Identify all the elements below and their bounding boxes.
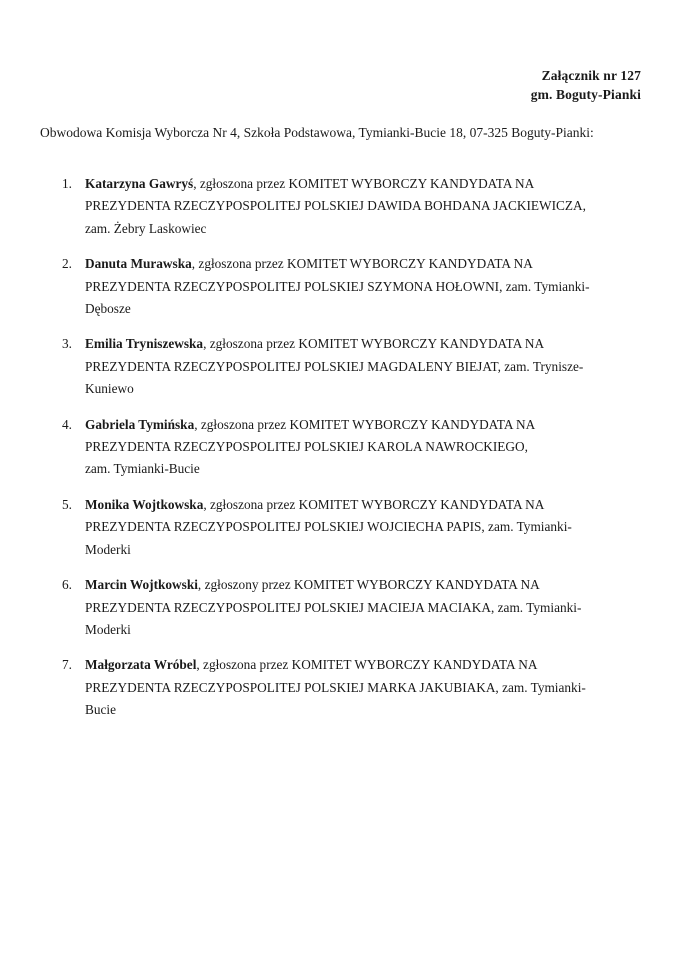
list-item-number: 1. [62,176,72,191]
list-item-body [85,414,641,481]
nomination-text-part-1: , zgłoszona przez KOMITET WYBORCZY KANDYDATA NA [203,336,545,352]
list-item-line-2: PREZYDENTA RZECZYPOSPOLITEJ POLSKIEJ WOJCIECHA PAPIS, zam. Tymianki- [85,519,572,535]
list-item [40,414,641,481]
list-item-line-3: Dębosze [85,301,131,317]
list-item-body [85,654,641,721]
list-item-line-3: Moderki [85,621,131,637]
list-item-number: 6. [62,577,72,593]
candidate-name: Monika Wojtkowska [85,496,204,512]
list-item-line-3: zam. Żebry Laskowiec [85,220,207,236]
candidate-list [40,173,641,735]
list-item-line-1 [85,414,641,436]
list-item-line-1 [85,574,641,596]
list-item-body [85,574,641,641]
list-item [40,654,641,721]
list-item-number: 5. [62,496,72,512]
list-item-line-2: PREZYDENTA RZECZYPOSPOLITEJ POLSKIEJ MARKA JAKUBIAKA, zam. Tymianki- [85,679,586,695]
list-item-line-2: PREZYDENTA RZECZYPOSPOLITEJ POLSKIEJ DAWIDA BOHDANA JACKIEWICZA, [85,198,586,214]
list-item-line-1 [85,333,641,355]
list-item-line-1 [85,253,641,275]
list-item [40,333,641,400]
list-item-line-3: Kuniewo [85,381,134,397]
list-item-line-3: zam. Tymianki-Bucie [85,461,200,477]
commission-heading: Obwodowa Komisja Wyborcza Nr 4, Szkoła Podstawowa, Tymianki-Bucie 18, 07-325 Boguty-Pianki: [40,125,594,140]
list-item-line-3: Moderki [85,541,131,557]
list-item-number: 4. [62,416,72,432]
list-item-number: 3. [62,336,72,352]
nomination-text-part-1: , zgłoszona przez KOMITET WYBORCZY KANDYDATA NA [203,496,545,512]
list-item [40,494,641,561]
list-item [40,253,641,320]
list-item-line-1 [85,494,641,516]
nomination-text-part-1: , zgłoszona przez KOMITET WYBORCZY KANDYDATA NA [194,416,536,432]
nomination-text-part-1: , zgłoszona przez KOMITET WYBORCZY KANDYDATA NA [193,176,535,191]
candidate-name: Gabriela Tymińska [85,416,195,432]
list-item [40,173,641,240]
list-item-body [85,253,641,320]
list-item-line-3: Bucie [85,702,117,718]
candidate-name: Danuta Murawska [85,256,192,272]
candidate-name: Małgorzata Wróbel [85,657,197,673]
list-item-line-2: PREZYDENTA RZECZYPOSPOLITEJ POLSKIEJ SZYMONA HOŁOWNI, zam. Tymianki- [85,278,590,294]
list-item-body [85,333,641,400]
candidate-name: Katarzyna Gawryś [85,176,194,191]
list-item-body [85,173,641,240]
candidate-name: Emilia Tryniszewska [85,336,204,352]
list-item-body [85,494,641,561]
list-item-line-2: PREZYDENTA RZECZYPOSPOLITEJ POLSKIEJ KAROLA NAWROCKIEGO, [85,439,528,455]
list-item-line-1 [85,654,641,676]
list-item-number: 2. [62,256,72,272]
list-item-line-2: PREZYDENTA RZECZYPOSPOLITEJ POLSKIEJ MACIEJA MACIAKA, zam. Tymianki- [85,599,582,615]
nomination-text-part-1: , zgłoszona przez KOMITET WYBORCZY KANDYDATA NA [196,657,538,673]
list-item-line-1 [85,173,641,195]
list-item-line-2: PREZYDENTA RZECZYPOSPOLITEJ POLSKIEJ MAGDALENY BIEJAT, zam. Trynisze- [85,358,584,374]
list-item-number: 7. [62,657,72,673]
nomination-text-part-1: , zgłoszona przez KOMITET WYBORCZY KANDYDATA NA [191,256,533,272]
municipality-name: gm. Boguty-Pianki [530,87,641,102]
list-item [40,574,641,641]
nomination-text-part-1: , zgłoszony przez KOMITET WYBORCZY KANDYDATA NA [197,577,540,593]
attachment-number: Załącznik nr 127 [541,68,641,83]
document-header [531,66,641,104]
candidate-name: Marcin Wojtkowski [85,577,198,593]
